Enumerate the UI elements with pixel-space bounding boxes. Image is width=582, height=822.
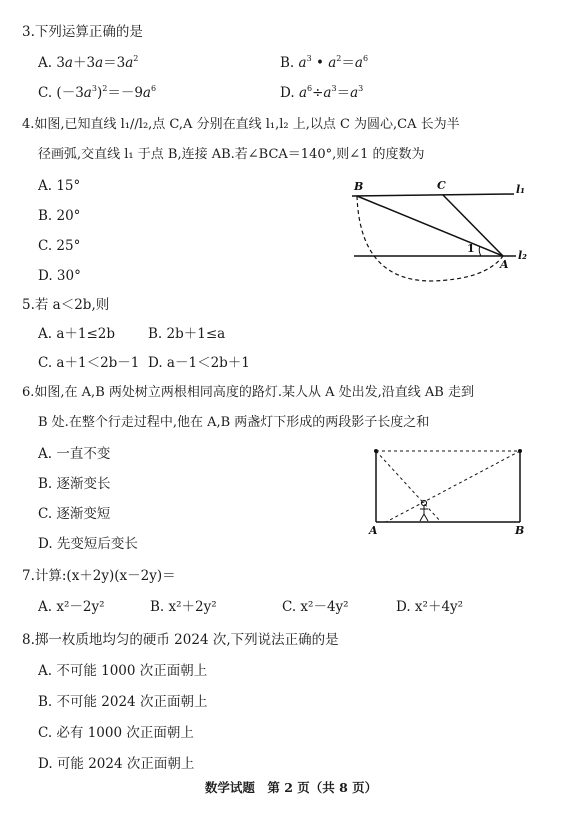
label-c: C — [437, 179, 446, 192]
q5-stem: 5.若 a＜2b,则 — [22, 297, 110, 313]
q6-stem-line2: B 处.在整个行走过程中,他在 A,B 两盏灯下形成的两段影子长度之和 — [38, 415, 430, 430]
q7-option-b: B. x²＋2y² — [150, 599, 217, 615]
label-l2: l₂ — [518, 249, 527, 262]
person-icon — [420, 500, 428, 521]
label-b: B — [354, 180, 364, 193]
q7-stem: 7.计算:(x＋2y)(x－2y)＝ — [22, 568, 176, 584]
lamp-a — [374, 449, 378, 453]
q7-option-c: C. x²－4y² — [282, 599, 349, 615]
page-footer: 数学试题 第 2 页（共 8 页） — [204, 780, 378, 795]
q3-option-c: C. $(-3a^3)^2=-9a^6$ — [38, 84, 157, 101]
q3-option-a: A. $3a+3a=3a^2$ — [38, 54, 139, 71]
label-a: A — [500, 258, 509, 271]
q4-option-d: D. 30° — [38, 268, 81, 284]
q5-option-d: D. a－1＜2b＋1 — [148, 355, 250, 371]
label-a: A — [369, 524, 378, 537]
q5-option-b: B. 2b＋1≤a — [148, 326, 226, 342]
label-angle-1: 1 — [467, 242, 475, 255]
q6-stem-line1: 6.如图,在 A,B 两处树立两根相同高度的路灯.某人从 A 处出发,沿直线 AB 走到 — [22, 385, 474, 400]
q6-option-b: B. 逐渐变长 — [38, 476, 111, 492]
q6-option-d: D. 先变短后变长 — [38, 536, 138, 552]
label-b: B — [515, 524, 525, 537]
q4-option-c: C. 25° — [38, 238, 81, 254]
q8-option-d: D. 可能 2024 次正面朝上 — [38, 756, 195, 772]
q8-option-c: C. 必有 1000 次正面朝上 — [38, 725, 194, 741]
q8-stem: 8.掷一枚质地均匀的硬币 2024 次,下列说法正确的是 — [22, 632, 339, 648]
q4-option-a: A. 15° — [38, 178, 81, 194]
q3-option-d: D. $a^6\div a^3=a^3$ — [280, 84, 364, 101]
q7-option-a: A. x²－2y² — [38, 599, 105, 615]
q5-option-c: C. a＋1＜2b－1 — [38, 355, 140, 371]
light-ray-a — [376, 451, 441, 522]
lamp-b — [518, 449, 522, 453]
q6-option-a: A. 一直不变 — [38, 446, 111, 462]
label-l1: l₁ — [516, 183, 525, 196]
q6-option-c: C. 逐渐变短 — [38, 506, 111, 522]
q5-option-a: A. a＋1≤2b — [38, 326, 116, 342]
q3-option-b: B. $a^3$ • $a^2=a^6$ — [280, 54, 369, 71]
q4-stem-line1: 4.如图,已知直线 l₁//l₂,点 C,A 分别在直线 l₁,l₂ 上,以点 C 为圆心,CA 长为半 — [22, 117, 460, 132]
light-ray-b — [386, 451, 520, 522]
q8-option-b: B. 不可能 2024 次正面朝上 — [38, 694, 208, 710]
q7-option-d: D. x²＋4y² — [396, 599, 464, 615]
q4-option-b: B. 20° — [38, 208, 81, 224]
q4-stem-line2: 径画弧,交直线 l₁ 于点 B,连接 AB.若∠BCA＝140°,则∠1 的度数为 — [38, 147, 425, 162]
q3-stem: 3.下列运算正确的是 — [22, 24, 143, 40]
q8-option-a: A. 不可能 1000 次正面朝上 — [38, 663, 208, 679]
